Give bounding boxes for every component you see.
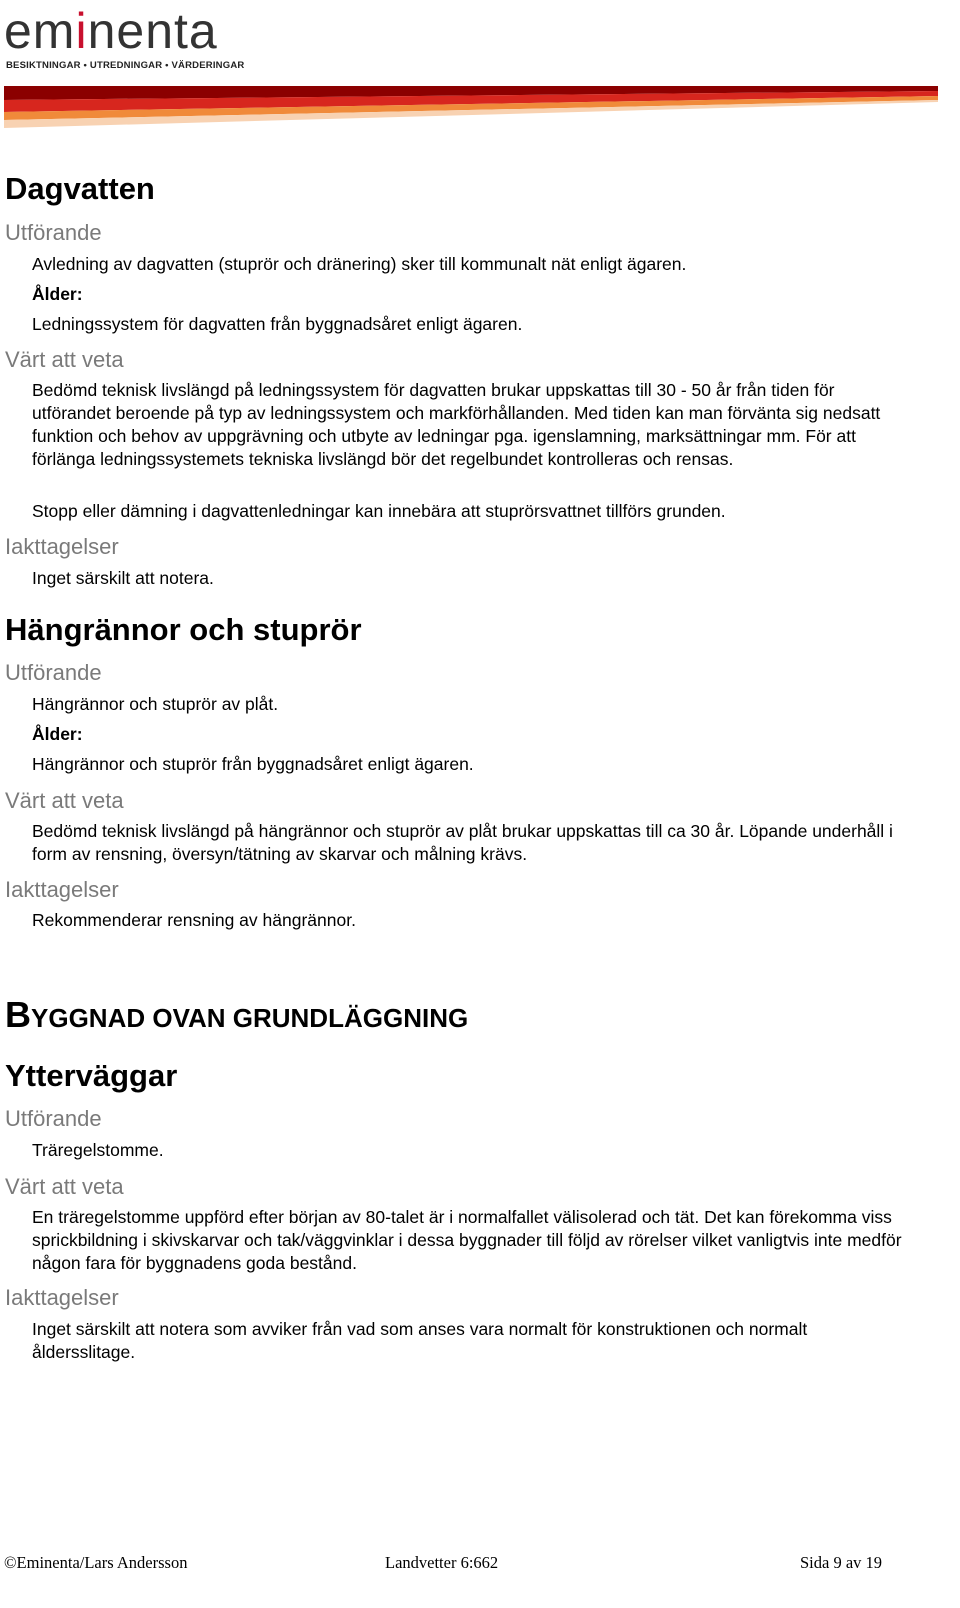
heading-vart-att-veta: Värt att veta [5,1174,124,1199]
heading-vart-att-veta: Värt att veta [5,788,124,813]
footer-page-number: Sida 9 av 19 [800,1553,883,1572]
page-footer [0,1553,960,1577]
heading-iakttagelser: Iakttagelser [5,877,119,902]
paragraph: Bedömd teknisk livslängd på ledningssystem för dagvatten brukar uppskattas till 30 - 50 år från tiden för utförandet beroende på typ av ledningssystem och markförhållanden. Med tiden kan man förvänta sig nedsatt funktion och behov av uppgrävning och utbyte av ledningar pga. igenslamning, marksättningar mm. För att förlänga ledningssystemets tekniska livslängd bör det regelbundet kontrolleras och rensas. [32,380,881,469]
heading-iakttagelser: Iakttagelser [5,534,119,559]
paragraph: Träregelstomme. [32,1140,164,1160]
label-alder: Ålder: [32,284,83,304]
logo-wordmark: eminenta [4,3,218,59]
logo-tagline: BESIKTNINGAR • UTREDNINGAR • VÄRDERINGAR [6,60,245,71]
paragraph: Bedömd teknisk livslängd på hängrännor och stuprör av plåt brukar uppskattas till ca 30 år. Löpande underhåll i form av rensning, översyn/tätning av skarvar och målning krävs. [32,821,893,864]
section-title-yttervaggar: Ytterväggar [5,1058,178,1093]
section-title-hangrannor: Hängrännor och stuprör [5,612,362,647]
label-alder: Ålder: [32,724,83,744]
chapter-title: BYGGNAD OVAN GRUNDLÄGGNING [5,994,469,1035]
header-banner [4,86,938,128]
paragraph: Hängrännor och stuprör från byggnadsåret enligt ägaren. [32,754,474,774]
paragraph: Inget särskilt att notera som avviker från vad som anses vara normalt för konstruktionen och normalt åldersslitage. [32,1319,808,1362]
heading-utforande: Utförande [5,1106,102,1131]
paragraph: En träregelstomme uppförd efter början av 80-talet är i normalfallet välisolerad och tät. Det kan förekomma viss sprickbildning i skivskarvar och tak/väggvinklar i dessa byggnader till följd av rörelser vilket vanligtvis inte medför någon fara för byggnadens goda bestånd. [32,1207,902,1273]
company-logo [4,4,244,74]
footer-copyright: ©Eminenta/Lars Andersson [4,1553,188,1572]
footer-property: Landvetter 6:662 [385,1553,499,1572]
section-title-dagvatten: Dagvatten [5,171,155,206]
heading-iakttagelser: Iakttagelser [5,1285,119,1310]
paragraph: Ledningssystem för dagvatten från byggnadsåret enligt ägaren. [32,314,523,334]
paragraph: Stopp eller dämning i dagvattenledningar kan innebära att stuprörsvattnet tillförs grunden. [32,501,726,521]
heading-utforande: Utförande [5,220,102,245]
paragraph: Hängrännor och stuprör av plåt. [32,694,279,714]
heading-vart-att-veta: Värt att veta [5,347,124,372]
paragraph: Inget särskilt att notera. [32,568,214,588]
heading-utforande: Utförande [5,660,102,685]
paragraph: Avledning av dagvatten (stuprör och dränering) sker till kommunalt nät enligt ägaren. [32,254,687,274]
paragraph: Rekommenderar rensning av hängrännor. [32,910,356,930]
